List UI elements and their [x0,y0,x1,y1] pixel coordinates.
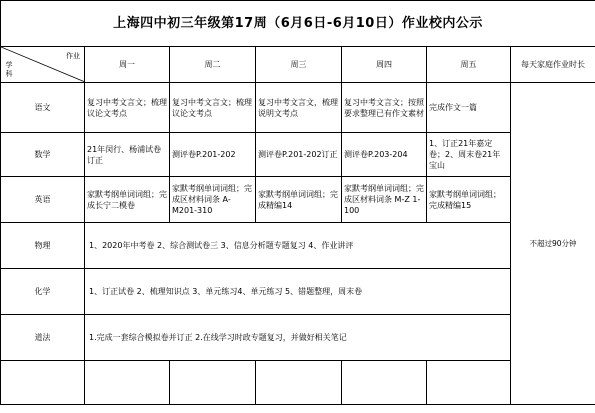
subject-chemistry: 化学 [1,269,85,315]
homework-cell: 复习中考文言文，梳理说明文考点 [256,83,342,133]
subject-math: 数学 [1,133,85,177]
homework-cell: 21年闵行、杨浦试卷订正 [85,133,170,177]
corner-header [1,47,85,83]
corner-homework-label: 作业 [66,52,80,60]
homework-cell: 复习中考文言文；梳理议论文考点 [85,83,170,133]
empty-cell [342,361,427,405]
duration-note: 不超过90分钟 [511,83,595,405]
homework-cell: 测评卷P.203-204 [342,133,427,177]
homework-cell: 完成作文一篇 [427,83,511,133]
day-header-wed: 周三 [256,47,342,83]
corner-subject-label: 学科 [5,61,13,78]
subject-english: 英语 [1,177,85,223]
page-title: 上海四中初三年级第17周（6月6日-6月10日）作业校内公示 [1,1,595,47]
table-row [1,223,595,269]
day-header-thu: 周四 [342,47,427,83]
homework-cell: 1、订正21年嘉定卷；2、周末卷21年宝山 [427,133,511,177]
subject-physics: 物理 [1,223,85,269]
homework-cell-wide: 1、2020年中考卷 2、综合测试卷三 3、信息分析题专题复习 4、作业讲评 [85,223,511,269]
empty-cell [427,361,511,405]
homework-cell: 测评卷P.201-202订正 [256,133,342,177]
homework-cell-wide: 1.完成一套综合模拟卷并订正 2.在线学习时政专题复习，并做好相关笔记 [85,315,511,361]
homework-cell: 家默考纲单词词组；完成长宁二模卷 [85,177,170,223]
homework-cell: 家默考纲单词词组；完成区材料词条 A-M201-310 [170,177,256,223]
table-row [1,177,595,223]
empty-cell [256,361,342,405]
day-header-mon: 周一 [85,47,170,83]
homework-cell: 家默考纲单词词组；完成精编14 [256,177,342,223]
duration-header: 每天家庭作业时长 [511,47,595,83]
empty-cell [170,361,256,405]
homework-cell: 家默考纲单词词组；完成精编15 [427,177,511,223]
empty-cell [1,361,85,405]
homework-cell: 家默考纲单词词组；完成区材料词条 M-Z 1-100 [342,177,427,223]
homework-cell: 测评卷P.201-202 [170,133,256,177]
homework-cell: 复习中考文言文；按照要求整理已有作文素材 [342,83,427,133]
table-row-empty [1,361,595,405]
homework-cell-wide: 1、订正试卷 2、梳理知识点 3、单元练习4、单元练习 5、错题整理，周末卷 [85,269,511,315]
table-row [1,315,595,361]
subject-chinese: 语文 [1,83,85,133]
homework-cell: 复习中考文言文；梳理议论文考点 [170,83,256,133]
empty-cell [85,361,170,405]
subject-morality-law: 道法 [1,315,85,361]
day-header-fri: 周五 [427,47,511,83]
day-header-tue: 周二 [170,47,256,83]
table-row [1,133,595,177]
table-row [1,269,595,315]
table-row [1,83,595,133]
